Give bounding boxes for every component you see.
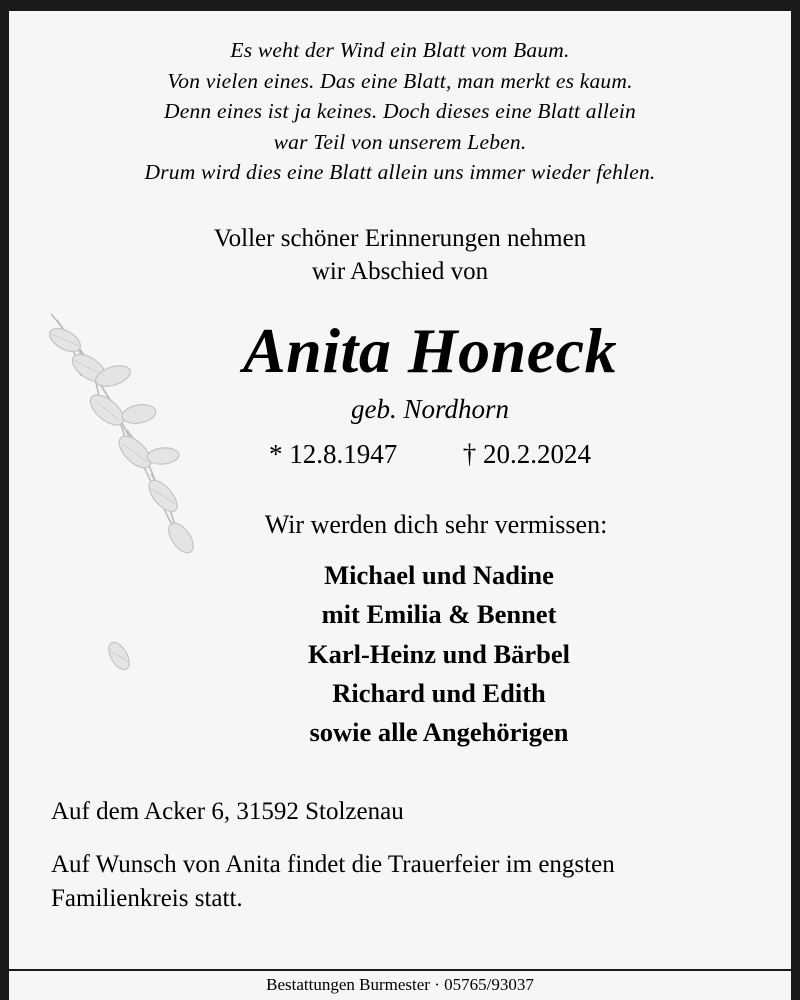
list-item: sowie alle Angehörigen — [309, 717, 569, 748]
birth-date: * 12.8.1947 — [269, 439, 398, 470]
list-item: Richard und Edith — [332, 677, 546, 708]
list-item: Michael und Nadine — [324, 560, 554, 591]
poem — [9, 11, 791, 188]
service-note: Auf Wunsch von Anita findet die Trauerfeier im engsten Familienkreis statt. — [51, 851, 615, 912]
farewell-text — [9, 222, 791, 290]
poem-line: Von vielen eines. Das eine Blatt, man merkt es kaum. — [167, 68, 633, 93]
footer-divider — [9, 969, 791, 971]
poem-line: war Teil von unserem Leben. — [273, 129, 527, 154]
death-date: † 20.2.2024 — [462, 439, 591, 470]
mourning-heading: Wir werden dich sehr vermissen: — [264, 510, 608, 540]
maiden-name: geb. Nordhorn — [350, 394, 509, 425]
farewell-line-1: Voller schöner Erinnerungen nehmen — [213, 224, 587, 252]
address: Auf dem Acker 6, 31592 Stolzenau — [51, 798, 404, 826]
poem-line: Denn eines ist ja keines. Doch dieses eine Blatt allein — [164, 99, 636, 124]
list-item: Karl-Heinz und Bärbel — [307, 638, 571, 669]
poem-line: Es weht der Wind ein Blatt vom Baum. — [230, 38, 570, 62]
obituary-body — [9, 11, 791, 1000]
life-dates — [69, 439, 791, 470]
funeral-home-footer: Bestattungen Burmester · 05765/93037 — [266, 975, 534, 994]
farewell-line-2: wir Abschied von — [311, 258, 489, 286]
deceased-name: Anita Honeck — [242, 315, 618, 387]
poem-line: Drum wird dies eine Blatt allein uns immer wieder fehlen. — [144, 160, 656, 185]
family-list — [87, 556, 791, 752]
list-item: mit Emilia & Bennet — [321, 599, 557, 630]
